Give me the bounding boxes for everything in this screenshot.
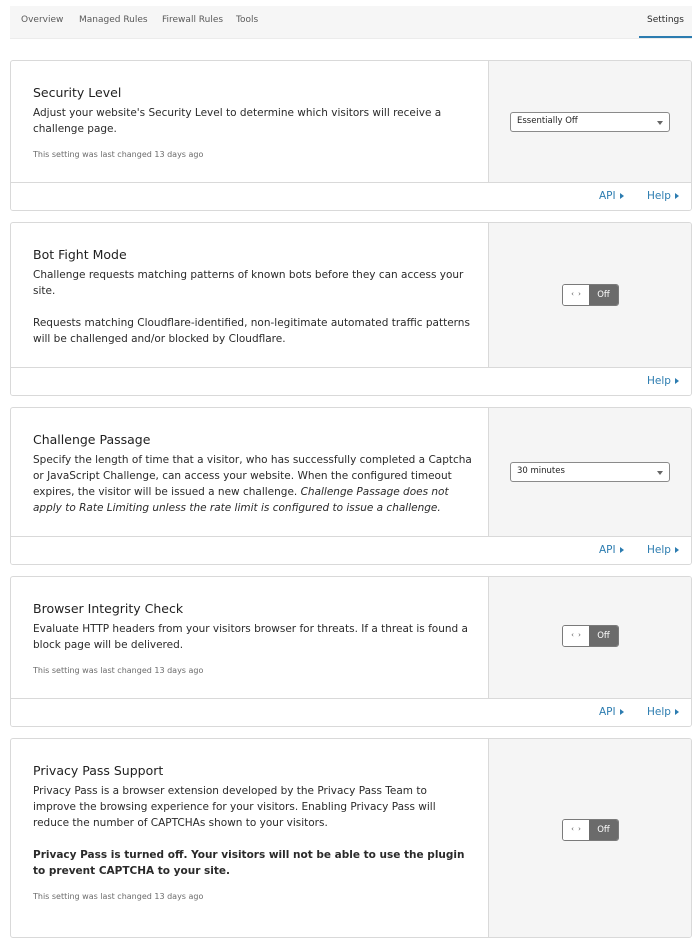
browser-integrity-check-card bbox=[10, 576, 692, 727]
security-level-last-changed: This setting was last changed 13 days ago bbox=[33, 150, 204, 159]
tab-firewall-rules[interactable]: Firewall Rules bbox=[162, 15, 224, 25]
bot-fight-mode-title: Bot Fight Mode bbox=[33, 247, 127, 262]
challenge-passage-description-text: Specify the length of time that a visitor, who has successfully completed a Captcha or JavaScript Challenge, can access your website. When the configured timeout expires, the visitor will be issued a new challenge. bbox=[33, 454, 472, 498]
security-level-card bbox=[10, 60, 692, 211]
chevron-down-icon bbox=[657, 471, 663, 475]
toggle-knob-icon: ‹ › bbox=[563, 285, 590, 305]
privacy-pass-warning: Privacy Pass is turned off. Your visitors will not be able to use the plugin to prevent CAPTCHA to your site. bbox=[33, 849, 465, 877]
challenge-passage-select[interactable] bbox=[510, 462, 670, 482]
security-level-help-link[interactable] bbox=[647, 190, 679, 202]
browser-integrity-check-control-panel bbox=[488, 577, 691, 699]
bot-fight-mode-help-link[interactable] bbox=[647, 375, 679, 387]
browser-integrity-check-description: Evaluate HTTP headers from your visitors browser for threats. If a threat is found a block page will be delivered. bbox=[33, 623, 468, 651]
challenge-passage-description bbox=[33, 452, 473, 516]
tab-overview[interactable]: Overview bbox=[21, 15, 64, 25]
bot-fight-mode-footer bbox=[11, 367, 691, 395]
chevron-down-icon bbox=[657, 121, 663, 125]
security-level-select-value: Essentially Off bbox=[517, 116, 578, 126]
tab-settings[interactable]: Settings bbox=[639, 6, 692, 38]
security-level-description: Adjust your website's Security Level to determine which visitors will receive a challenge page. bbox=[33, 107, 442, 135]
bot-fight-mode-description: Challenge requests matching patterns of known bots before they can access your site. bbox=[33, 269, 464, 297]
security-level-api-link[interactable] bbox=[599, 190, 624, 202]
privacy-pass-last-changed: This setting was last changed 13 days ago bbox=[33, 892, 204, 901]
privacy-pass-description: Privacy Pass is a browser extension developed by the Privacy Pass Team to improve the browsing experience for your visitors. Enabling Privacy Pass will reduce the number of CAPTCHAs shown to your visitors. bbox=[33, 785, 436, 829]
help-link-label: Help bbox=[647, 375, 671, 387]
browser-integrity-check-api-link[interactable] bbox=[599, 706, 624, 718]
arrow-right-icon bbox=[675, 709, 679, 715]
privacy-pass-title: Privacy Pass Support bbox=[33, 763, 164, 778]
arrow-right-icon bbox=[675, 547, 679, 553]
challenge-passage-control-panel bbox=[488, 408, 691, 537]
toggle-knob-icon: ‹ › bbox=[563, 626, 590, 646]
help-link-label: Help bbox=[647, 190, 671, 202]
browser-integrity-check-help-link[interactable] bbox=[647, 706, 679, 718]
privacy-pass-card bbox=[10, 738, 692, 938]
api-link-label: API bbox=[599, 544, 616, 556]
browser-integrity-check-title: Browser Integrity Check bbox=[33, 601, 184, 616]
bot-fight-mode-toggle[interactable] bbox=[562, 284, 619, 306]
challenge-passage-select-value: 30 minutes bbox=[517, 466, 565, 476]
privacy-pass-toggle[interactable] bbox=[562, 819, 619, 841]
arrow-right-icon bbox=[620, 709, 624, 715]
challenge-passage-api-link[interactable] bbox=[599, 544, 624, 556]
security-level-control-panel bbox=[488, 61, 691, 183]
challenge-passage-title: Challenge Passage bbox=[33, 432, 151, 447]
tab-managed-rules[interactable]: Managed Rules bbox=[79, 15, 148, 25]
security-level-footer bbox=[11, 182, 691, 210]
security-level-title: Security Level bbox=[33, 85, 122, 100]
browser-integrity-check-last-changed: This setting was last changed 13 days ago bbox=[33, 666, 204, 675]
arrow-right-icon bbox=[620, 547, 624, 553]
tab-tools[interactable]: Tools bbox=[236, 15, 259, 25]
arrow-right-icon bbox=[675, 193, 679, 199]
api-link-label: API bbox=[599, 706, 616, 718]
bot-fight-mode-description-detail: Requests matching Cloudflare-identified, non-legitimate automated traffic patterns will be challenged and/or blocked by Cloudflare. bbox=[33, 317, 470, 345]
toggle-knob-icon: ‹ › bbox=[563, 820, 590, 840]
settings-tab-bar bbox=[10, 6, 692, 39]
bot-fight-mode-card bbox=[10, 222, 692, 396]
browser-integrity-check-footer bbox=[11, 698, 691, 726]
challenge-passage-footer bbox=[11, 536, 691, 564]
challenge-passage-help-link[interactable] bbox=[647, 544, 679, 556]
challenge-passage-description-note: Challenge Passage does not apply to Rate Limiting unless the rate limit is configured to issue a challenge. bbox=[33, 486, 449, 514]
arrow-right-icon bbox=[675, 378, 679, 384]
bot-fight-mode-toggle-state: Off bbox=[589, 285, 618, 305]
help-link-label: Help bbox=[647, 544, 671, 556]
security-level-select[interactable] bbox=[510, 112, 670, 132]
arrow-right-icon bbox=[620, 193, 624, 199]
challenge-passage-card bbox=[10, 407, 692, 565]
browser-integrity-check-toggle[interactable] bbox=[562, 625, 619, 647]
privacy-pass-control-panel bbox=[488, 739, 691, 938]
api-link-label: API bbox=[599, 190, 616, 202]
help-link-label: Help bbox=[647, 706, 671, 718]
browser-integrity-check-toggle-state: Off bbox=[589, 626, 618, 646]
bot-fight-mode-control-panel bbox=[488, 223, 691, 368]
privacy-pass-toggle-state: Off bbox=[589, 820, 618, 840]
